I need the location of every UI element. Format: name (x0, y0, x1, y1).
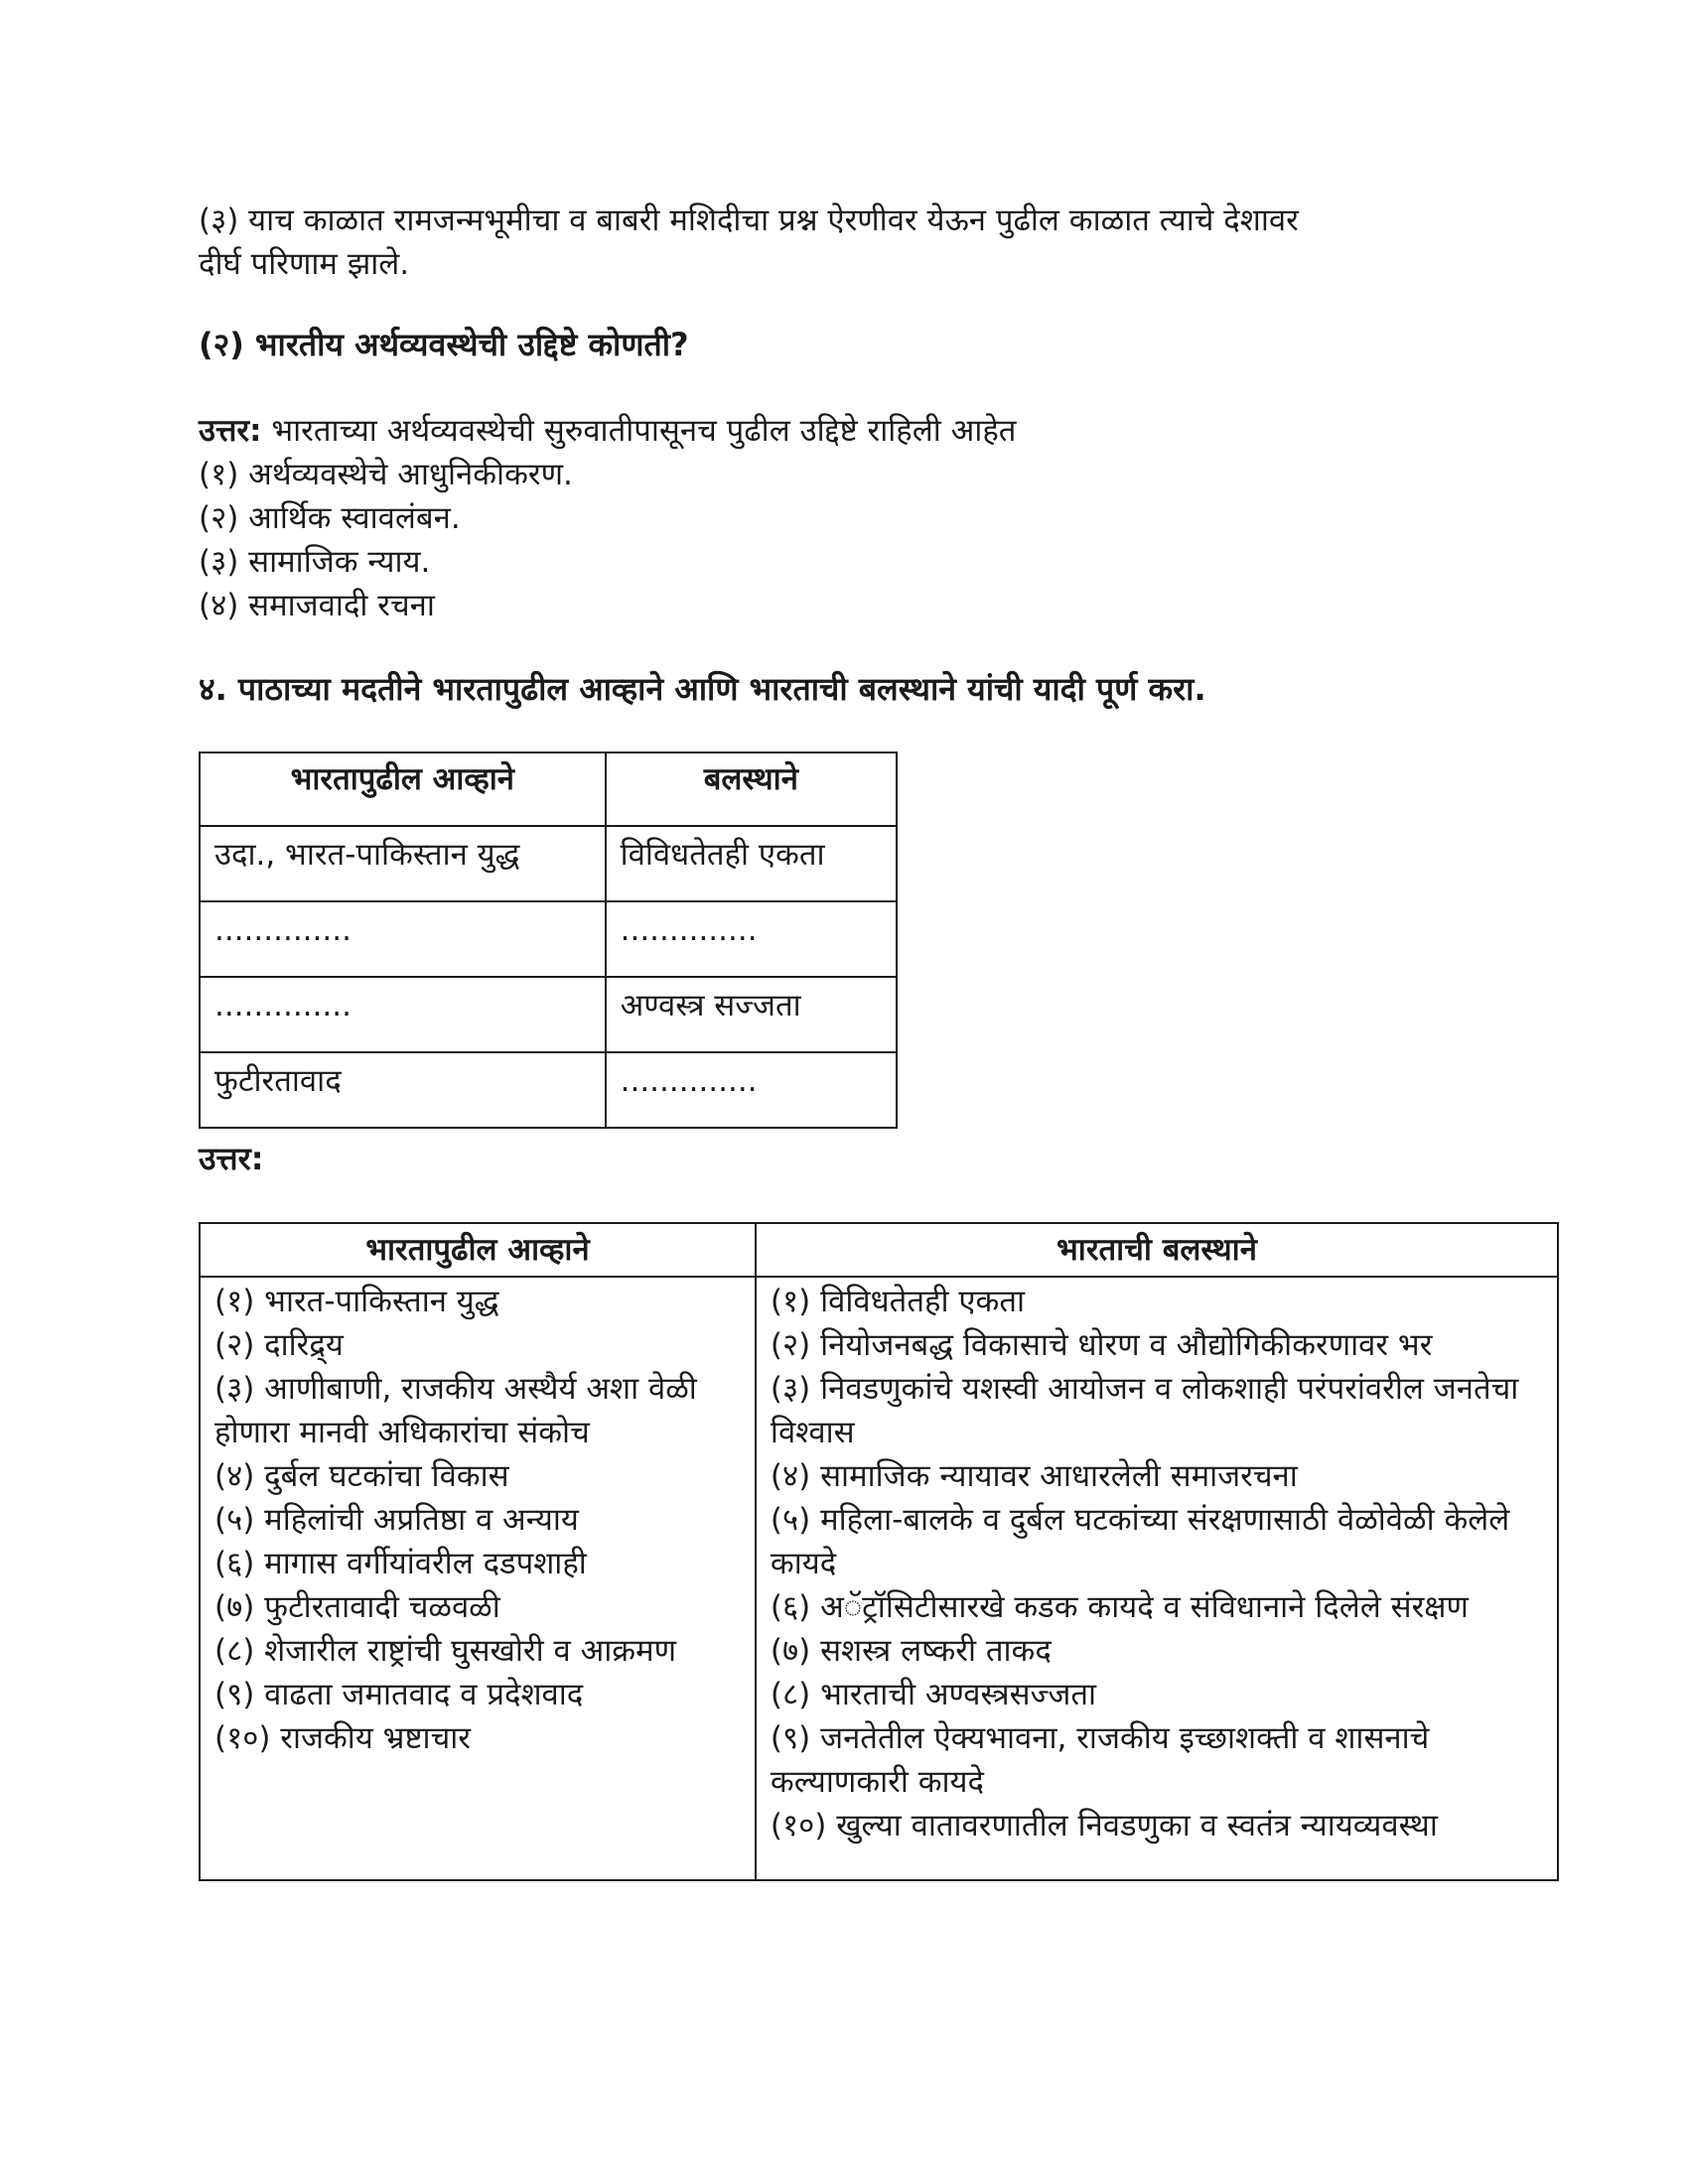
table-cell: अण्वस्त्र सज्जता (606, 977, 897, 1052)
intro-paragraph (199, 199, 1489, 286)
objective-item: (१) अर्थव्यवस्थेचे आधुनिकीकरण. (199, 457, 573, 492)
answer-table (199, 1222, 1559, 1881)
strengths-list (756, 1277, 1558, 1880)
table-row (200, 977, 897, 1052)
list-item: (४) सामाजिक न्यायावर आधारलेली समाजरचना (770, 1458, 1298, 1494)
answer-table-header-challenges: भारतापुढील आव्हाने (200, 1223, 756, 1277)
objective-item: (४) समाजवादी रचना (199, 588, 435, 623)
list-item: (५) महिला-बालके व दुर्बल घटकांच्या संरक्षणासाठी वेळोवेळी केलेले कायदे (770, 1502, 1510, 1581)
answer-intro-line (199, 409, 1489, 453)
table-cell: विविधतेतही एकता (606, 826, 897, 901)
answer-table-header-strengths: भारताची बलस्थाने (756, 1223, 1558, 1277)
list-item: (१) विविधतेतही एकता (770, 1284, 1026, 1319)
list-item: (३) आणीबाणी, राजकीय अस्थैर्य अशा वेळी होणारा मानवी अधिकारांचा संकोच (214, 1371, 697, 1450)
list-item: (८) भारताची अण्वस्त्रसज्जता (770, 1677, 1097, 1712)
answer-table-header-row (200, 1223, 1558, 1277)
table-cell: .............. (606, 1052, 897, 1128)
list-item: (८) शेजारील राष्ट्रांची घुसखोरी व आक्रमण (214, 1633, 677, 1669)
table-row (200, 826, 897, 901)
list-item: (६) अॅट्रॉसिटीसारखे कडक कायदे व संविधानाने दिलेले संरक्षण (770, 1589, 1469, 1625)
list-item: (५) महिलांची अप्रतिष्ठा व अन्याय (214, 1502, 579, 1538)
list-item: (३) निवडणुकांचे यशस्वी आयोजन व लोकशाही परंपरांवरील जनतेचा विश्वास (770, 1371, 1519, 1450)
list-item: (९) जनतेतील ऐक्यभावना, राजकीय इच्छाशक्ती व शासनाचे कल्याणकारी कायदे (770, 1720, 1430, 1800)
answer-table-body-row (200, 1277, 1558, 1880)
table-cell: उदा., भारत-पाकिस्तान युद्ध (200, 826, 606, 901)
table-cell: .............. (200, 901, 606, 977)
list-item: (६) मागास वर्गीयांवरील दडपशाही (214, 1546, 587, 1581)
list-item: (१०) खुल्या वातावरणातील निवडणुका व स्वतंत्र न्यायव्यवस्था (770, 1808, 1438, 1843)
list-item: (४) दुर्बल घटकांचा विकास (214, 1458, 509, 1494)
table-cell: .............. (606, 901, 897, 977)
answer-intro-text: भारताच्या अर्थव्यवस्थेची सुरुवातीपासूनच पुढील उद्दिष्टे राहिली आहेत (261, 413, 1017, 449)
table-cell: फुटीरतावाद (200, 1052, 606, 1128)
answer-heading: उत्तर: (199, 1140, 264, 1177)
list-item: (१) भारत-पाकिस्तान युद्ध (214, 1284, 499, 1319)
objective-item: (३) सामाजिक न्याय. (199, 544, 431, 580)
list-item: (७) सशस्त्र लष्करी ताकद (770, 1633, 1052, 1669)
question-table (199, 751, 898, 1129)
question-2-heading: (२) भारतीय अर्थव्यवस्थेची उद्दिष्टे कोणती? (199, 326, 689, 363)
question-table-header-row (200, 752, 897, 826)
question-4-heading: ४. पाठाच्या मदतीने भारतापुढील आव्हाने आणि भारताची बलस्थाने यांची यादी पूर्ण करा. (199, 670, 1206, 708)
objective-item: (२) आर्थिक स्वावलंबन. (199, 500, 461, 536)
table-row (200, 901, 897, 977)
list-item: (२) नियोजनबद्ध विकासाचे धोरण व औद्योगिकीकरणावर भर (770, 1327, 1433, 1363)
intro-line-1: (३) याच काळात रामजन्मभूमीचा व बाबरी मशिदीचा प्रश्न ऐरणीवर येऊन पुढील काळात त्याचे देशावर (199, 203, 1299, 238)
list-item: (९) वाढता जमातवाद व प्रदेशवाद (214, 1677, 584, 1712)
question-table-header-challenges: भारतापुढील आव्हाने (200, 752, 606, 826)
table-cell: .............. (200, 977, 606, 1052)
answer-label: उत्तर: (199, 413, 262, 449)
list-item: (१०) राजकीय भ्रष्टाचार (214, 1720, 471, 1756)
intro-line-2: दीर्घ परिणाम झाले. (199, 246, 410, 282)
challenges-list (200, 1277, 756, 1880)
table-row (200, 1052, 897, 1128)
question-table-header-strengths: बलस्थाने (606, 752, 897, 826)
list-item: (२) दारिद्र्य (214, 1327, 344, 1363)
list-item: (७) फुटीरतावादी चळवळी (214, 1589, 500, 1625)
question-2-answer (199, 409, 1489, 627)
